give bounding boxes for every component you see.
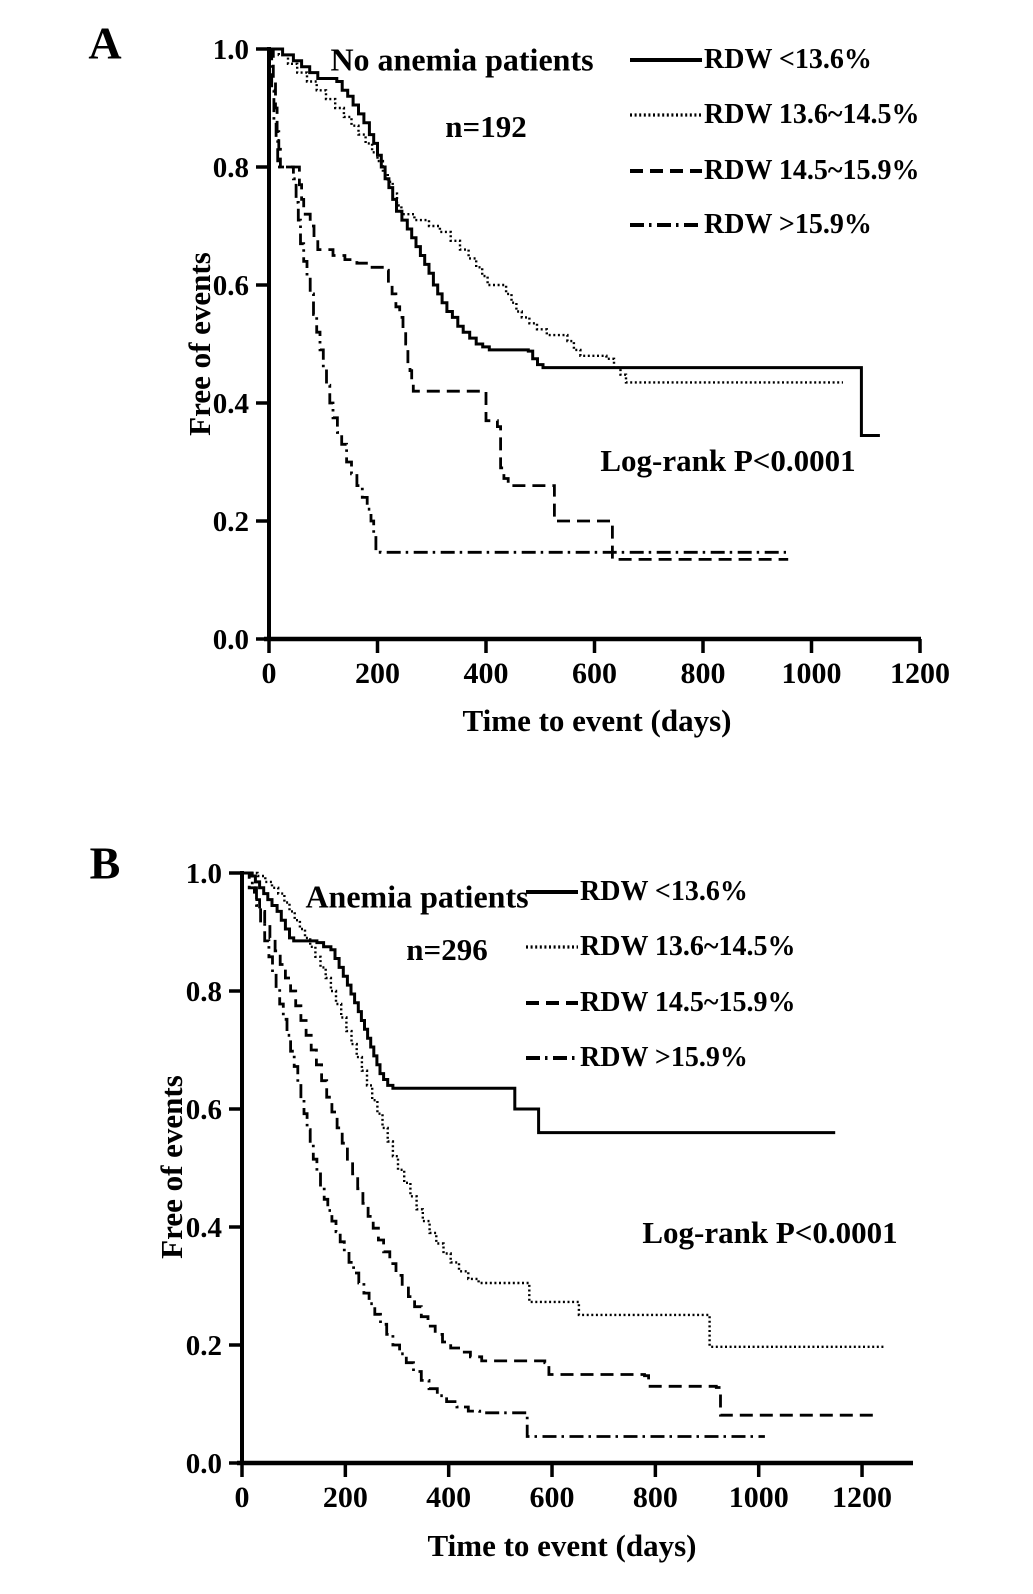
svg-text:0.2: 0.2 — [212, 506, 249, 538]
panel-b-title: Anemia patients — [305, 878, 529, 915]
panel-a-letter: A — [88, 17, 122, 69]
svg-text:0.0: 0.0 — [212, 624, 249, 656]
legend-entry-a-rdw-13-6-14-5 — [628, 101, 920, 129]
legend-entry-b-rdw-lt-13-6 — [524, 878, 748, 906]
panel-a-plot — [213, 34, 950, 690]
svg-text:600: 600 — [529, 1481, 575, 1514]
svg-text:0.6: 0.6 — [185, 1094, 222, 1126]
legend-line-sample — [628, 110, 704, 120]
svg-text:0: 0 — [261, 657, 277, 690]
legend-label: RDW <13.6% — [704, 44, 872, 75]
panel-a-logrank-annotation: Log-rank P<0.0001 — [600, 443, 856, 478]
svg-text:1.0: 1.0 — [185, 858, 222, 890]
svg-text:600: 600 — [572, 657, 617, 690]
panel-a-n-label: n=192 — [445, 109, 527, 144]
svg-text:400: 400 — [463, 657, 509, 690]
svg-text:0.8: 0.8 — [185, 976, 222, 1008]
svg-text:0: 0 — [234, 1481, 250, 1514]
panel-b-x-axis-title: Time to event (days) — [427, 1528, 697, 1563]
legend-entry-b-rdw-14-5-15-9 — [524, 989, 796, 1017]
legend-line-sample — [524, 1053, 580, 1063]
legend-label: RDW <13.6% — [580, 876, 748, 907]
svg-text:800: 800 — [632, 1481, 678, 1514]
svg-text:0.4: 0.4 — [212, 388, 249, 420]
svg-text:1000: 1000 — [781, 657, 842, 690]
svg-text:400: 400 — [426, 1481, 472, 1514]
legend-entry-b-rdw-gt-15-9 — [524, 1044, 748, 1072]
svg-text:0.6: 0.6 — [212, 270, 249, 302]
legend-entry-a-rdw-lt-13-6 — [628, 46, 872, 74]
legend-entry-b-rdw-13-6-14-5 — [524, 933, 796, 961]
legend-label: RDW 13.6~14.5% — [580, 931, 796, 962]
legend-line-sample — [628, 220, 704, 230]
svg-text:1.0: 1.0 — [212, 34, 249, 66]
svg-text:0.4: 0.4 — [185, 1212, 222, 1244]
svg-text:1000: 1000 — [728, 1481, 789, 1514]
legend-entry-a-rdw-gt-15-9 — [628, 211, 872, 239]
svg-text:200: 200 — [322, 1481, 368, 1514]
svg-text:0.0: 0.0 — [185, 1448, 222, 1480]
svg-text:1200: 1200 — [890, 657, 950, 690]
svg-text:0.8: 0.8 — [212, 152, 249, 184]
legend-label: RDW >15.9% — [704, 209, 872, 240]
panel-a-title: No anemia patients — [330, 41, 594, 78]
svg-text:0.2: 0.2 — [185, 1330, 222, 1362]
legend-line-sample — [524, 998, 580, 1008]
legend-line-sample — [524, 942, 580, 952]
legend-line-sample — [524, 887, 580, 897]
svg-text:1200: 1200 — [832, 1481, 893, 1514]
panel-a-x-axis-title: Time to event (days) — [462, 703, 732, 738]
legend-label: RDW >15.9% — [580, 1042, 748, 1073]
svg-text:800: 800 — [680, 657, 726, 690]
legend-line-sample — [628, 166, 704, 176]
panel-b-n-label: n=296 — [406, 932, 488, 967]
legend-entry-a-rdw-14-5-15-9 — [628, 157, 920, 185]
legend-line-sample — [628, 55, 704, 65]
legend-label: RDW 14.5~15.9% — [704, 155, 920, 186]
svg-text:200: 200 — [355, 657, 400, 690]
panel-b-logrank-annotation: Log-rank P<0.0001 — [642, 1215, 898, 1250]
legend-label: RDW 14.5~15.9% — [580, 987, 796, 1018]
panel-b-y-axis-title: Free of events — [154, 1075, 189, 1259]
panel-a-y-axis-title: Free of events — [182, 252, 217, 436]
panel-b-letter: B — [89, 837, 121, 889]
legend-label: RDW 13.6~14.5% — [704, 99, 920, 130]
